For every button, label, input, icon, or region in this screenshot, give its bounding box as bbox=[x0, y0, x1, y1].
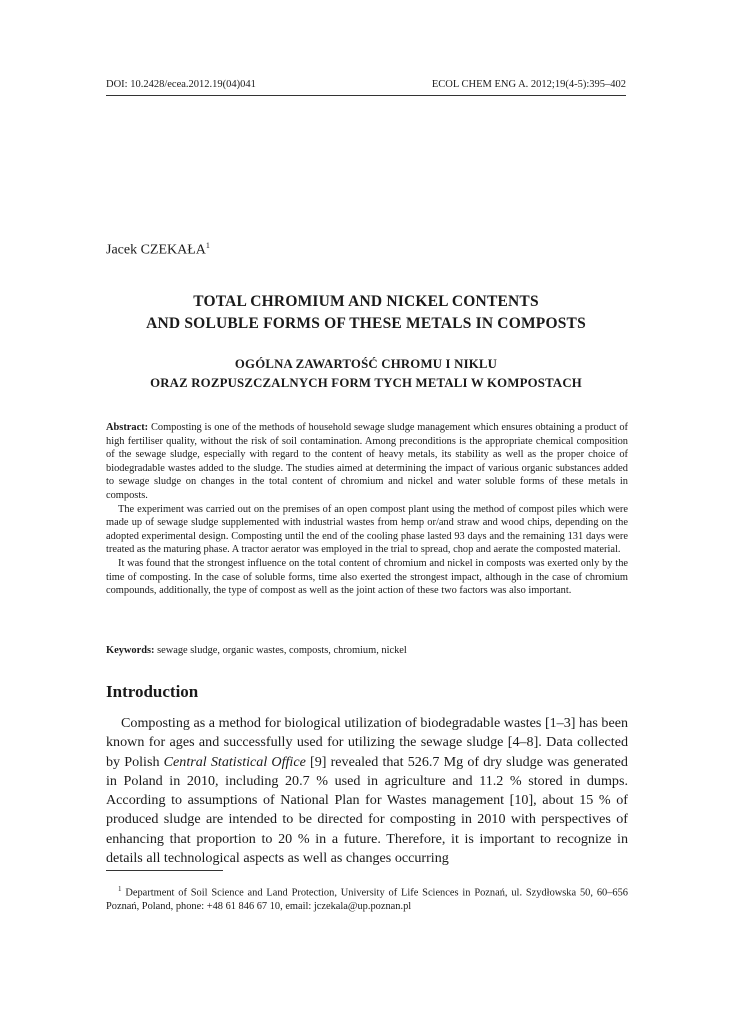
abstract-paragraph-2: The experiment was carried out on the premises of an open compost plant using the method of compost piles which were made up of sewage sludge supplemented with industrial wastes from hemp or/and straw and wood chips, depending on the adopted experimental design. Composting until the end of the cooling phase lasted 93 days and the remaining 131 days were treated as the maturing phase. A tractor aerator was employed in the trial to spread, chop and aerate the composted material. bbox=[106, 503, 628, 556]
introduction-paragraph bbox=[106, 714, 628, 868]
footnote-divider bbox=[106, 870, 223, 871]
title-english-line-2: AND SOLUBLE FORMS OF THESE METALS IN COMPOSTS bbox=[146, 315, 586, 332]
section-heading-introduction: Introduction bbox=[106, 682, 199, 701]
abstract-paragraph-1 bbox=[106, 421, 628, 503]
header-divider bbox=[106, 95, 626, 96]
keywords bbox=[106, 645, 628, 656]
abstract bbox=[106, 421, 628, 598]
title-polish bbox=[80, 355, 652, 393]
abstract-paragraph-3: It was found that the strongest influence on the total content of chromium and nickel in composts was exerted only by the time of composting. In the case of soluble forms, time also exerted the strongest impact, although in the case of chromium compounds, additionally, the type of compost as well as the joint action of these two factors was also important. bbox=[106, 557, 628, 597]
author-name: Jacek CZEKAŁA bbox=[106, 242, 206, 258]
doi-label: DOI: 10.2428/ecea.2012.19(04)041 bbox=[106, 79, 256, 90]
keywords-label: Keywords: bbox=[106, 645, 155, 656]
abstract-text-1: Composting is one of the methods of household sewage sludge management which ensures obtaining a product of high fertiliser quality, without the risk of soil contamination. Among preconditions is the appropriate chemical composition of the sewage sludge, especially with regard to the content of heavy metals, its stability as well as the proper choice of biodegradable wastes added to the sludge. The studies aimed at determining the impact of various organic substances added to sewage sludge on changes in the total content of chromium and nickel and water soluble forms of these metals in composts. bbox=[106, 422, 628, 501]
author-affiliation-mark: 1 bbox=[205, 241, 210, 250]
footnote-mark: 1 bbox=[118, 885, 122, 893]
title-polish-line-2: ORAZ ROZPUSZCZALNYCH FORM TYCH METALI W KOMPOSTACH bbox=[150, 376, 582, 390]
keywords-text: sewage sludge, organic wastes, composts, chromium, nickel bbox=[154, 645, 407, 656]
author-line bbox=[106, 241, 210, 259]
footnote bbox=[106, 882, 628, 914]
introduction-body bbox=[106, 714, 628, 868]
introduction-text-1: Composting as a method for biological utilization of biodegradable wastes [1–3] has been known for ages and successfully used for utilizing the sewage sludge [4–8]. Data collected by Polish bbox=[106, 715, 628, 770]
introduction-text-2: [9] revealed that 526.7 Mg of dry sludge was generated in Poland in 2010, including 20.7 % used in agriculture and 11.2 % stored in dumps. According to assumptions of National Plan for Wastes management [10], about 15 % of produced sludge are intended to be directed for composting in 2010 with perspectives of enhancing that proportion to 20 % in a future. Therefore, it is important to recognize in details all technological aspects as well as changes occurring bbox=[106, 753, 628, 867]
introduction-italic-source: Central Statistical Office bbox=[163, 753, 306, 770]
footnote-paragraph bbox=[106, 882, 628, 914]
journal-citation: ECOL CHEM ENG A. 2012;19(4-5):395–402 bbox=[431, 79, 626, 90]
footnote-text: Department of Soil Science and Land Protection, University of Life Sciences in Poznań, ul. Szydłowska 50, 60–656 Poznań, Poland, phone: +48 61 846 67 10, email: jczekala@up.poznan.pl bbox=[106, 887, 628, 913]
title-polish-line-1: OGÓLNA ZAWARTOŚĆ CHROMU I NIKLU bbox=[234, 357, 498, 371]
running-header bbox=[106, 79, 626, 93]
title-english-line-1: TOTAL CHROMIUM AND NICKEL CONTENTS bbox=[193, 293, 539, 310]
abstract-label: Abstract: bbox=[106, 422, 149, 433]
title-english bbox=[80, 291, 652, 335]
